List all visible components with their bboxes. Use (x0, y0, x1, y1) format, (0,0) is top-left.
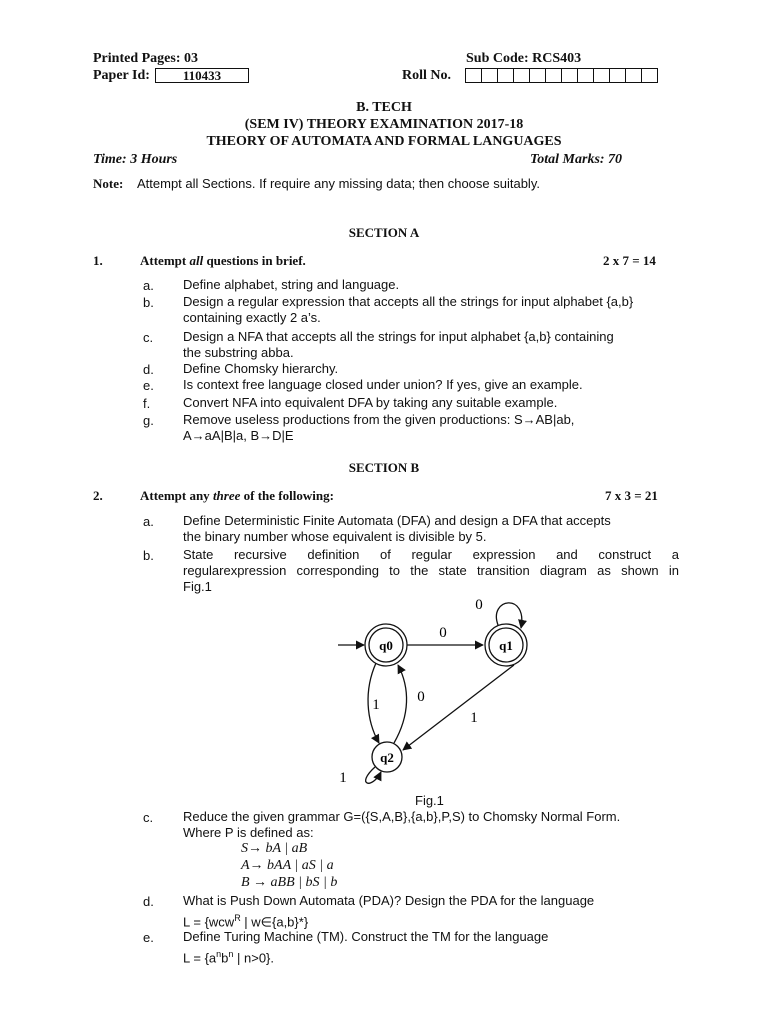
q2d-text-line2 (183, 910, 308, 930)
q2-instruction-em: three (212, 488, 241, 503)
edge-q0-q2-label: 1 (372, 697, 380, 713)
q1c-label: c. (143, 330, 154, 345)
q1a-text: Define alphabet, string and language. (183, 277, 400, 292)
paper-id-label: Paper Id: (93, 68, 150, 83)
q2e-text-line1: Define Turing Machine (TM). Construct the TM for the language (183, 929, 549, 944)
q1c-text-line2: the substring abba. (183, 345, 294, 360)
q2c-label: c. (143, 810, 154, 825)
q2d-lang-sup: R (234, 913, 241, 923)
note-label: Note: (93, 176, 124, 191)
q1d-text: Define Chomsky hierarchy. (183, 361, 339, 376)
q1-instruction-em: all (189, 253, 204, 268)
printed-pages: Printed Pages: 03 (93, 51, 198, 66)
q1f-label: f. (143, 396, 151, 411)
q1g-text-line1: Remove useless productions from the given productions: S→AB|ab, (183, 412, 575, 427)
q1g-text-line2: A→aA|B|a, B→D|E (183, 428, 294, 443)
q2-instruction-post: of the following: (240, 488, 334, 503)
q2b-text-line3: Fig.1 (183, 579, 212, 594)
q2d-lang-post: | w∈{a,b}*} (240, 914, 309, 930)
edge-q2-q0-label: 0 (417, 689, 425, 705)
figure-caption: Fig.1 (415, 793, 444, 808)
state-q1 (485, 624, 527, 666)
q2-marks: 7 x 3 = 21 (605, 488, 658, 503)
q2e-text-line2 (183, 946, 274, 966)
q2-number: 2. (93, 488, 103, 503)
q1-instruction-pre: Attempt (140, 253, 190, 268)
q2a-text-line2: the binary number whose equivalent is divisible by 5. (183, 529, 487, 544)
q1-number: 1. (93, 253, 103, 268)
edge-q2-self-label: 1 (339, 770, 347, 786)
roll-no-label: Roll No. (402, 68, 451, 83)
q2d-label: d. (143, 894, 154, 909)
q2a-label: a. (143, 514, 154, 529)
q2c-text-line1: Reduce the given grammar G=({S,A,B},{a,b},P,S) to Chomsky Normal Form. (183, 809, 621, 824)
q2c-text-line2: Where P is defined as: (183, 825, 314, 840)
q1b-text-line2: containing exactly 2 a’s. (183, 310, 321, 325)
exam-time: Time: 3 Hours (93, 152, 178, 167)
q2e-label: e. (143, 930, 154, 945)
state-q0 (365, 624, 407, 666)
q1e-label: e. (143, 378, 154, 393)
edge-q0-q1-label: 0 (439, 625, 447, 641)
sub-code: Sub Code: RCS403 (466, 51, 582, 66)
q1f-text: Convert NFA into equivalent DFA by taking any suitable example. (183, 395, 558, 410)
edge-q2-q0 (394, 665, 407, 743)
q2b-text-line2: regularexpression corresponding to the state transition diagram as shown in (183, 563, 679, 578)
q1a-label: a. (143, 278, 154, 293)
total-marks: Total Marks: 70 (530, 152, 623, 167)
subject-title: THEORY OF AUTOMATA AND FORMAL LANGUAGES (206, 134, 562, 149)
q1-instruction-post: questions in brief. (203, 253, 306, 268)
q1d-label: d. (143, 362, 154, 377)
q2e-lang-sup1: n (216, 949, 222, 959)
state-q0-label: q0 (379, 638, 393, 653)
q1b-text-line1: Design a regular expression that accepts all the strings for input alphabet {a,b} (183, 294, 634, 309)
q2e-lang-sup2: n (228, 949, 234, 959)
state-q2-label: q2 (380, 750, 394, 765)
edge-q1-q2-label: 1 (470, 710, 478, 726)
section-b-heading: SECTION B (348, 460, 420, 475)
q2d-text-line1: What is Push Down Automata (PDA)? Design the PDA for the language (183, 893, 595, 908)
q1c-text-line1: Design a NFA that accepts all the strings for input alphabet {a,b} containing (183, 329, 614, 344)
q2e-lang-post: | n>0}. (233, 950, 275, 966)
q2b-text-line1: State recursive definition of regular expression and construct a (183, 547, 679, 562)
q2d-lang-pre: L = {wcw (183, 914, 235, 930)
grammar-rule-s: S→ bA | aB (241, 841, 308, 856)
paper-id-value: 110433 (182, 68, 222, 83)
q1-marks: 2 x 7 = 14 (603, 253, 656, 268)
q1g-label: g. (143, 413, 154, 428)
q1e-text: Is context free language closed under union? If yes, give an example. (183, 377, 583, 392)
state-q1-label: q1 (499, 638, 513, 653)
q2e-lang-mid: b (221, 950, 229, 966)
edge-q1-self-label: 0 (475, 597, 483, 613)
grammar-rule-a: A→ bAA | aS | a (241, 858, 334, 873)
section-a-heading: SECTION A (348, 225, 420, 240)
q2-instruction-pre: Attempt any (140, 488, 213, 503)
state-q2 (372, 742, 402, 772)
note-text: Attempt all Sections. If require any missing data; then choose suitably. (137, 176, 540, 191)
q2b-label: b. (143, 548, 154, 563)
grammar-rule-b: B → aBB | bS | b (241, 875, 338, 890)
q2a-text-line1: Define Deterministic Finite Automata (DFA) and design a DFA that accepts (183, 513, 611, 528)
edge-q1-q2 (403, 665, 514, 750)
exam-title: (SEM IV) THEORY EXAMINATION 2017-18 (244, 117, 524, 132)
degree-title: B. TECH (356, 100, 412, 115)
q1b-label: b. (143, 295, 154, 310)
q2e-lang-pre: L = {a (183, 950, 217, 966)
